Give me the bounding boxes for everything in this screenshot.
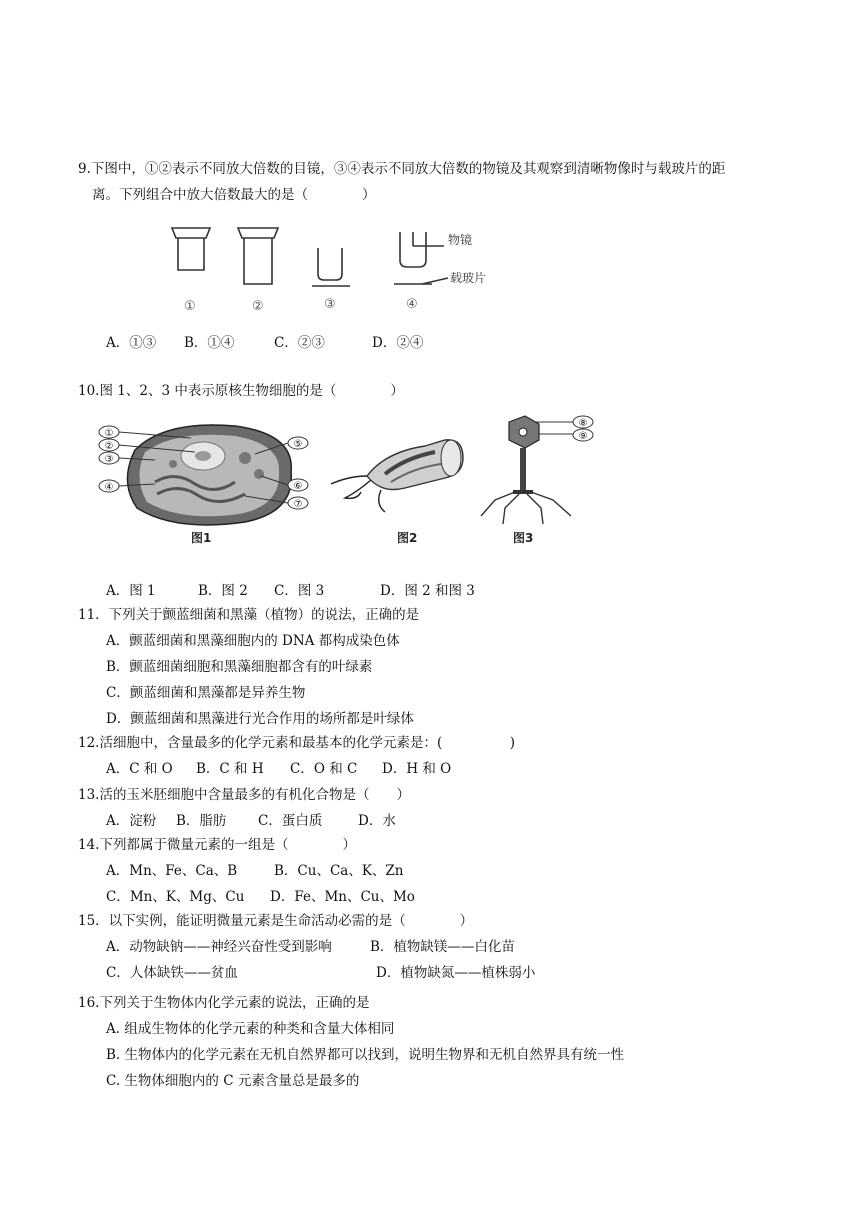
q11-option-d: D．颤蓝细菌和黑藻进行光合作用的场所都是叶绿体 — [106, 711, 414, 727]
q13-option-c: C．蛋白质 — [258, 813, 323, 829]
q10-option-d: D．图 2 和图 3 — [380, 583, 475, 599]
q12-option-c: C．O 和 C — [290, 761, 358, 777]
marker-7: ⑦ — [293, 499, 303, 510]
caption-fig2: 图2 — [397, 531, 418, 545]
q11-stem: 11．下列关于颤蓝细菌和黑藻（植物）的说法，正确的是 — [78, 607, 420, 623]
marker-3: ③ — [104, 454, 114, 465]
marker-2: ② — [104, 441, 114, 452]
q9-option-b: B．①④ — [184, 335, 235, 351]
q13-option-b: B．脂肪 — [176, 813, 227, 829]
q9-option-a: A．①③ — [106, 335, 157, 351]
marker-9: ⑨ — [578, 431, 588, 442]
q14-stem: 14.下列都属于微量元素的一组是（ ） — [78, 837, 356, 853]
q9-stem-line2: 离。下列组合中放大倍数最大的是（ ） — [92, 187, 376, 203]
caption-fig3: 图3 — [513, 531, 534, 545]
fig-label-4: ④ — [406, 297, 418, 312]
objective-4-icon — [394, 232, 448, 284]
q11-option-c: C．颤蓝细菌和黑藻都是异养生物 — [106, 685, 306, 701]
objective-label: 物镜 — [448, 233, 473, 247]
q9-option-c: C．②③ — [274, 335, 325, 351]
marker-1: ① — [104, 428, 114, 439]
q11-option-b: B．颤蓝细菌细胞和黑藻细胞都含有的叶绿素 — [106, 659, 373, 675]
q13-stem: 13.活的玉米胚细胞中含量最多的有机化合物是（ ） — [78, 787, 410, 803]
q12-option-d: D．H 和 O — [382, 761, 452, 777]
q12-option-a: A．C 和 O — [106, 761, 173, 777]
q10-option-a: A．图 1 — [106, 583, 156, 599]
q12-stem: 12.活细胞中，含量最多的化学元素和最基本的化学元素是：( ) — [78, 735, 516, 751]
marker-6: ⑥ — [293, 481, 303, 492]
marker-4: ④ — [104, 482, 114, 493]
objective-3-icon — [312, 248, 350, 286]
q14-option-a: A．Mn、Fe、Ca、B — [106, 863, 238, 879]
fig-label-3: ③ — [324, 297, 336, 312]
fig-label-1: ① — [184, 299, 196, 314]
q15-option-d: D．植物缺氮——植株弱小 — [376, 965, 536, 981]
q16-option-b: B. 生物体内的化学元素在无机自然界都可以找到，说明生物界和无机自然界具有统一性 — [106, 1047, 625, 1063]
eyepiece-2-icon — [238, 228, 278, 284]
q16-option-c: C. 生物体细胞内的 C 元素含量总是最多的 — [106, 1073, 360, 1089]
q15-option-c: C．人体缺铁——贫血 — [106, 965, 238, 981]
q14-option-c: C．Mn、K、Mg、Cu — [106, 889, 245, 905]
eyepiece-1-icon — [172, 228, 210, 270]
marker-8: ⑧ — [578, 418, 588, 429]
q15-option-b: B．植物缺镁——白化苗 — [370, 939, 515, 955]
q10-option-c: C．图 3 — [274, 583, 325, 599]
q13-option-a: A．淀粉 — [106, 813, 157, 829]
bacteriophage-figure — [481, 416, 593, 524]
q14-option-b: B．Cu、Ca、K、Zn — [274, 863, 404, 879]
fig-label-2: ② — [252, 299, 264, 314]
q16-stem: 16.下列关于生物体内化学元素的说法，正确的是 — [78, 995, 370, 1011]
q14-option-d: D．Fe、Mn、Cu、Mo — [270, 889, 415, 905]
q9-microscope-figure — [160, 222, 520, 317]
caption-fig1: 图1 — [191, 531, 212, 545]
marker-5: ⑤ — [293, 439, 303, 450]
q15-stem: 15．以下实例，能证明微量元素是生命活动必需的是（ ） — [78, 913, 474, 929]
q16-option-a: A. 组成生物体的化学元素的种类和含量大体相同 — [106, 1021, 395, 1037]
q9-option-d: D．②④ — [372, 335, 424, 351]
q10-cell-figures — [95, 412, 595, 552]
q13-option-d: D．水 — [358, 813, 396, 829]
q10-stem: 10.图 1、2、3 中表示原核生物细胞的是（ ） — [78, 383, 404, 399]
animal-cell-figure — [127, 425, 291, 525]
q15-option-a: A．动物缺钠——神经兴奋性受到影响 — [106, 939, 332, 955]
slide-label: 载玻片 — [450, 271, 487, 285]
q10-option-b: B．图 2 — [198, 583, 248, 599]
q9-stem-line1: 9.下图中，①②表示不同放大倍数的目镜，③④表示不同放大倍数的物镜及其观察到清晰物像时与载玻片的距 — [78, 161, 726, 177]
q11-option-a: A．颤蓝细菌和黑藻细胞内的 DNA 都构成染色体 — [106, 633, 400, 649]
q12-option-b: B．C 和 H — [196, 761, 264, 777]
bacterium-figure — [331, 440, 463, 512]
